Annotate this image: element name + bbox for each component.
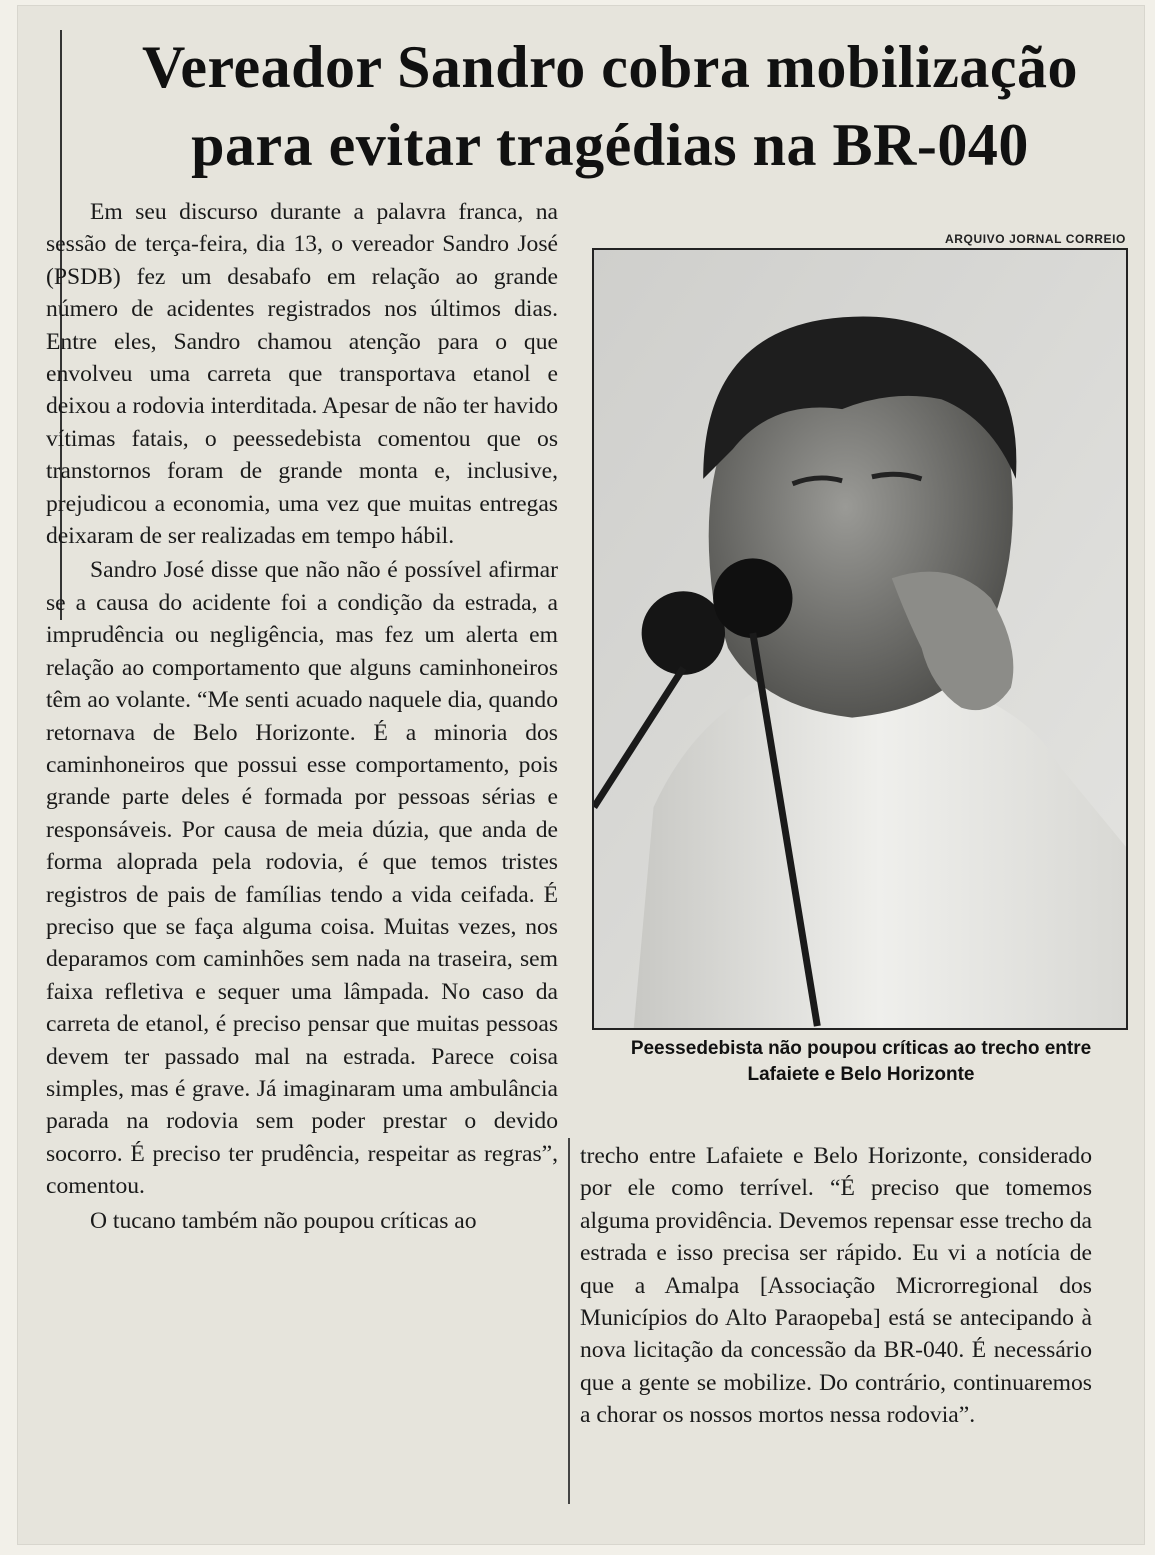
photo-credit: ARQUIVO JORNAL CORREIO: [945, 232, 1126, 246]
speaker-photo-illustration: [594, 250, 1126, 1028]
column-divider: [568, 1138, 570, 1504]
paragraph-4: trecho entre Lafaiete e Belo Horizonte, considerado por ele como terrível. “É preciso que tomemos alguma providência. Devemos repensar esse trecho da estrada e isso precisa ser rápido. Eu vi a notícia de que a Amalpa [Associação Microrregional dos Municípios do Alto Paraopeba] está se antecipando à nova licitação da concessão da BR-040. É necessário que a gente se mobilize. Do contrário, continuaremos a chorar os nossos mortos nessa rodovia”.: [580, 1143, 1092, 1429]
article-column-right: [580, 1140, 1092, 1432]
headline-line-1: Vereador Sandro cobra mobilização: [142, 34, 1078, 100]
paragraph-1: Em seu discurso durante a palavra franca, na sessão de terça-feira, dia 13, o vereador Sandro José (PSDB) fez um desabafo em relação ao grande número de acidentes registrados nos últimos dias. Entre eles, Sandro chamou atenção para o que envolveu uma carreta que transportava etanol e deixou a rodovia interditada. Apesar de não ter havido vítimas fatais, o peessedebista comentou que os transtornos foram de grande monta e, inclusive, prejudicou a economia, uma vez que muitas entregas deixaram de ser realizadas em tempo hábil.: [46, 199, 558, 550]
photo-speaker: [592, 248, 1128, 1030]
paragraph-3: O tucano também não poupou críticas ao: [90, 1207, 477, 1234]
article-column-left: [46, 196, 558, 1237]
headline-line-2: para evitar tragédias na BR-040: [191, 112, 1029, 178]
photo-caption: Peessedebista não poupou críticas ao trecho entre Lafaiete e Belo Horizonte: [630, 1038, 1092, 1085]
paragraph-2: Sandro José disse que não não é possível afirmar se a causa do acidente foi a condição da estrada, a imprudência ou negligência, mas fez um alerta em relação ao comportamento que alguns caminhoneiros têm ao volante. “Me senti acuado naquele dia, quando retornava de Belo Horizonte. É a minoria dos caminhoneiros que possui esse comportamento, pois grande parte deles é formada por pessoas sérias e responsáveis. Por causa de meia dúzia, que anda de forma aloprada pela rodovia, é que temos tristes registros de pais de famílias tendo a vida ceifada. É preciso que se faça alguma coisa. Muitas vezes, nos deparamos com caminhões sem nada na traseira, sem faixa refletiva e sequer uma lâmpada. No caso da carreta de etanol, é preciso pensar que muitas pessoas devem ter passado mal na estrada. Parece coisa simples, mas é grave. Já imaginaram uma ambulância parada na rodovia sem poder prestar o devido socorro. É preciso ter prudência, respeitar as regras”, comentou.: [46, 557, 558, 1200]
headline: [70, 28, 1150, 184]
